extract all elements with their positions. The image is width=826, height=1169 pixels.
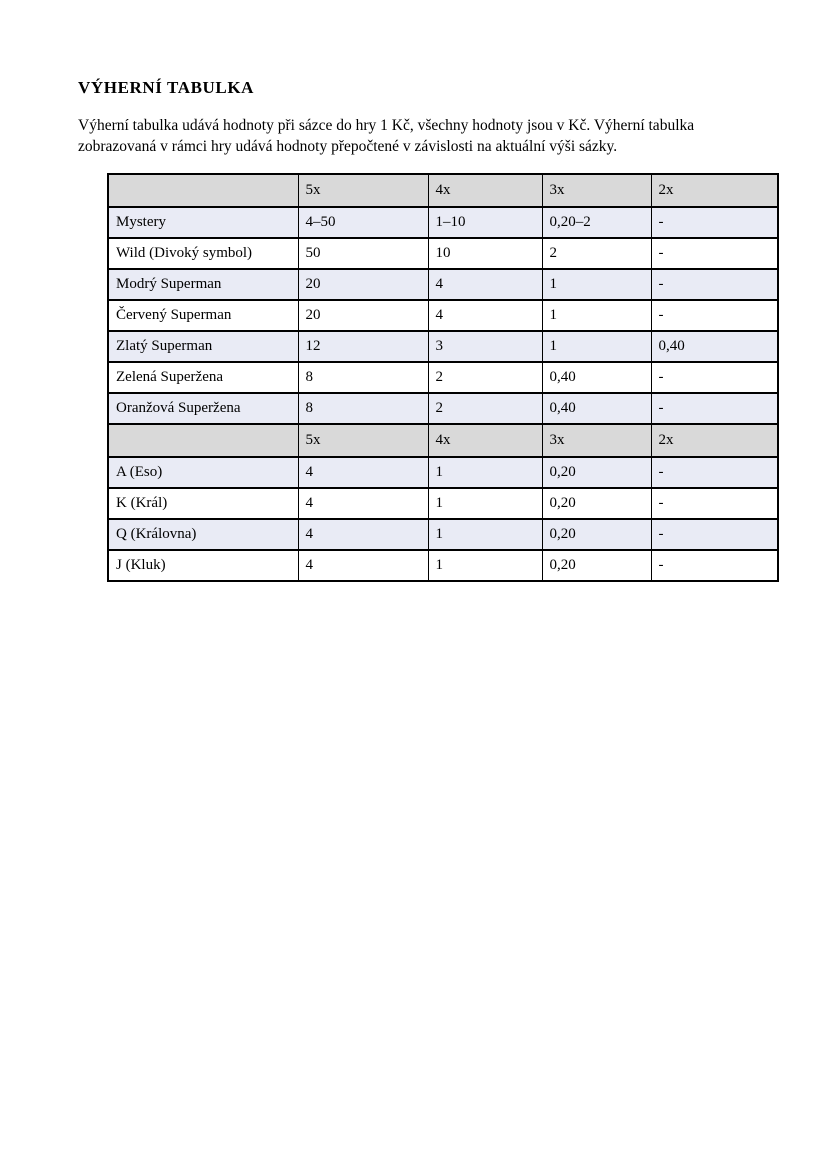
payout-value: - <box>651 238 778 269</box>
payout-value: 0,20 <box>542 550 651 581</box>
payout-value: 1 <box>428 457 542 488</box>
corner-cell <box>108 174 298 207</box>
payout-value: - <box>651 519 778 550</box>
payout-value: - <box>651 269 778 300</box>
column-header: 2x <box>651 424 778 457</box>
payout-value: 1–10 <box>428 207 542 238</box>
payout-value: 0,40 <box>542 362 651 393</box>
intro-paragraph: Výherní tabulka udává hodnoty při sázce do hry 1 Kč, všechny hodnoty jsou v Kč. Výherní tabulka zobrazovaná v rámci hry udává hodnoty přepočtené v závislosti na aktuální výši sázky. <box>78 117 695 155</box>
row-label: A (Eso) <box>108 457 298 488</box>
table-row <box>108 362 778 393</box>
payout-value: 1 <box>542 269 651 300</box>
payout-value: 3 <box>428 331 542 362</box>
payout-value: 10 <box>428 238 542 269</box>
payout-value: 1 <box>428 550 542 581</box>
column-header: 4x <box>428 424 542 457</box>
payout-value: 0,40 <box>651 331 778 362</box>
payout-value: 2 <box>542 238 651 269</box>
payout-value: 4 <box>298 519 428 550</box>
payout-value: - <box>651 488 778 519</box>
page-title: VÝHERNÍ TABULKA <box>78 78 255 97</box>
row-label: J (Kluk) <box>108 550 298 581</box>
payout-value: 1 <box>542 300 651 331</box>
payout-value: 50 <box>298 238 428 269</box>
row-label: Červený Superman <box>108 300 298 331</box>
row-label: Zelená Superžena <box>108 362 298 393</box>
payout-value: 12 <box>298 331 428 362</box>
payout-value: - <box>651 457 778 488</box>
table-row <box>108 269 778 300</box>
payout-value: 1 <box>542 331 651 362</box>
column-header: 2x <box>651 174 778 207</box>
row-label: Q (Královna) <box>108 519 298 550</box>
payout-value: 0,20–2 <box>542 207 651 238</box>
payout-value: 2 <box>428 393 542 424</box>
table-row <box>108 238 778 269</box>
payout-value: 20 <box>298 300 428 331</box>
row-label: Oranžová Superžena <box>108 393 298 424</box>
payout-value: 1 <box>428 519 542 550</box>
payout-value: 4 <box>298 488 428 519</box>
payout-value: 4 <box>298 457 428 488</box>
payout-value: 0,20 <box>542 488 651 519</box>
payout-value: - <box>651 300 778 331</box>
payout-value: 20 <box>298 269 428 300</box>
row-label: Modrý Superman <box>108 269 298 300</box>
table-row <box>108 331 778 362</box>
table-row <box>108 393 778 424</box>
column-header: 5x <box>298 174 428 207</box>
table-row <box>108 207 778 238</box>
column-header: 5x <box>298 424 428 457</box>
row-label: Zlatý Superman <box>108 331 298 362</box>
payout-value: - <box>651 393 778 424</box>
payout-value: 2 <box>428 362 542 393</box>
table-row <box>108 300 778 331</box>
payout-value: - <box>651 550 778 581</box>
payout-value: 8 <box>298 393 428 424</box>
payout-table <box>107 173 779 582</box>
column-header: 3x <box>542 424 651 457</box>
column-header: 3x <box>542 174 651 207</box>
payout-value: 0,40 <box>542 393 651 424</box>
payout-value: 4 <box>428 300 542 331</box>
table-row <box>108 550 778 581</box>
column-header: 4x <box>428 174 542 207</box>
payout-value: - <box>651 207 778 238</box>
payout-value: 4–50 <box>298 207 428 238</box>
payout-value: 8 <box>298 362 428 393</box>
table-header-row <box>108 174 778 207</box>
table-row <box>108 457 778 488</box>
payout-value: 4 <box>298 550 428 581</box>
row-label: K (Král) <box>108 488 298 519</box>
payout-value: 0,20 <box>542 519 651 550</box>
table-row <box>108 519 778 550</box>
payout-value: - <box>651 362 778 393</box>
row-label: Wild (Divoký symbol) <box>108 238 298 269</box>
payout-value: 0,20 <box>542 457 651 488</box>
payout-value: 4 <box>428 269 542 300</box>
table-row <box>108 488 778 519</box>
table-header-row <box>108 424 778 457</box>
payout-value: 1 <box>428 488 542 519</box>
corner-cell <box>108 424 298 457</box>
row-label: Mystery <box>108 207 298 238</box>
